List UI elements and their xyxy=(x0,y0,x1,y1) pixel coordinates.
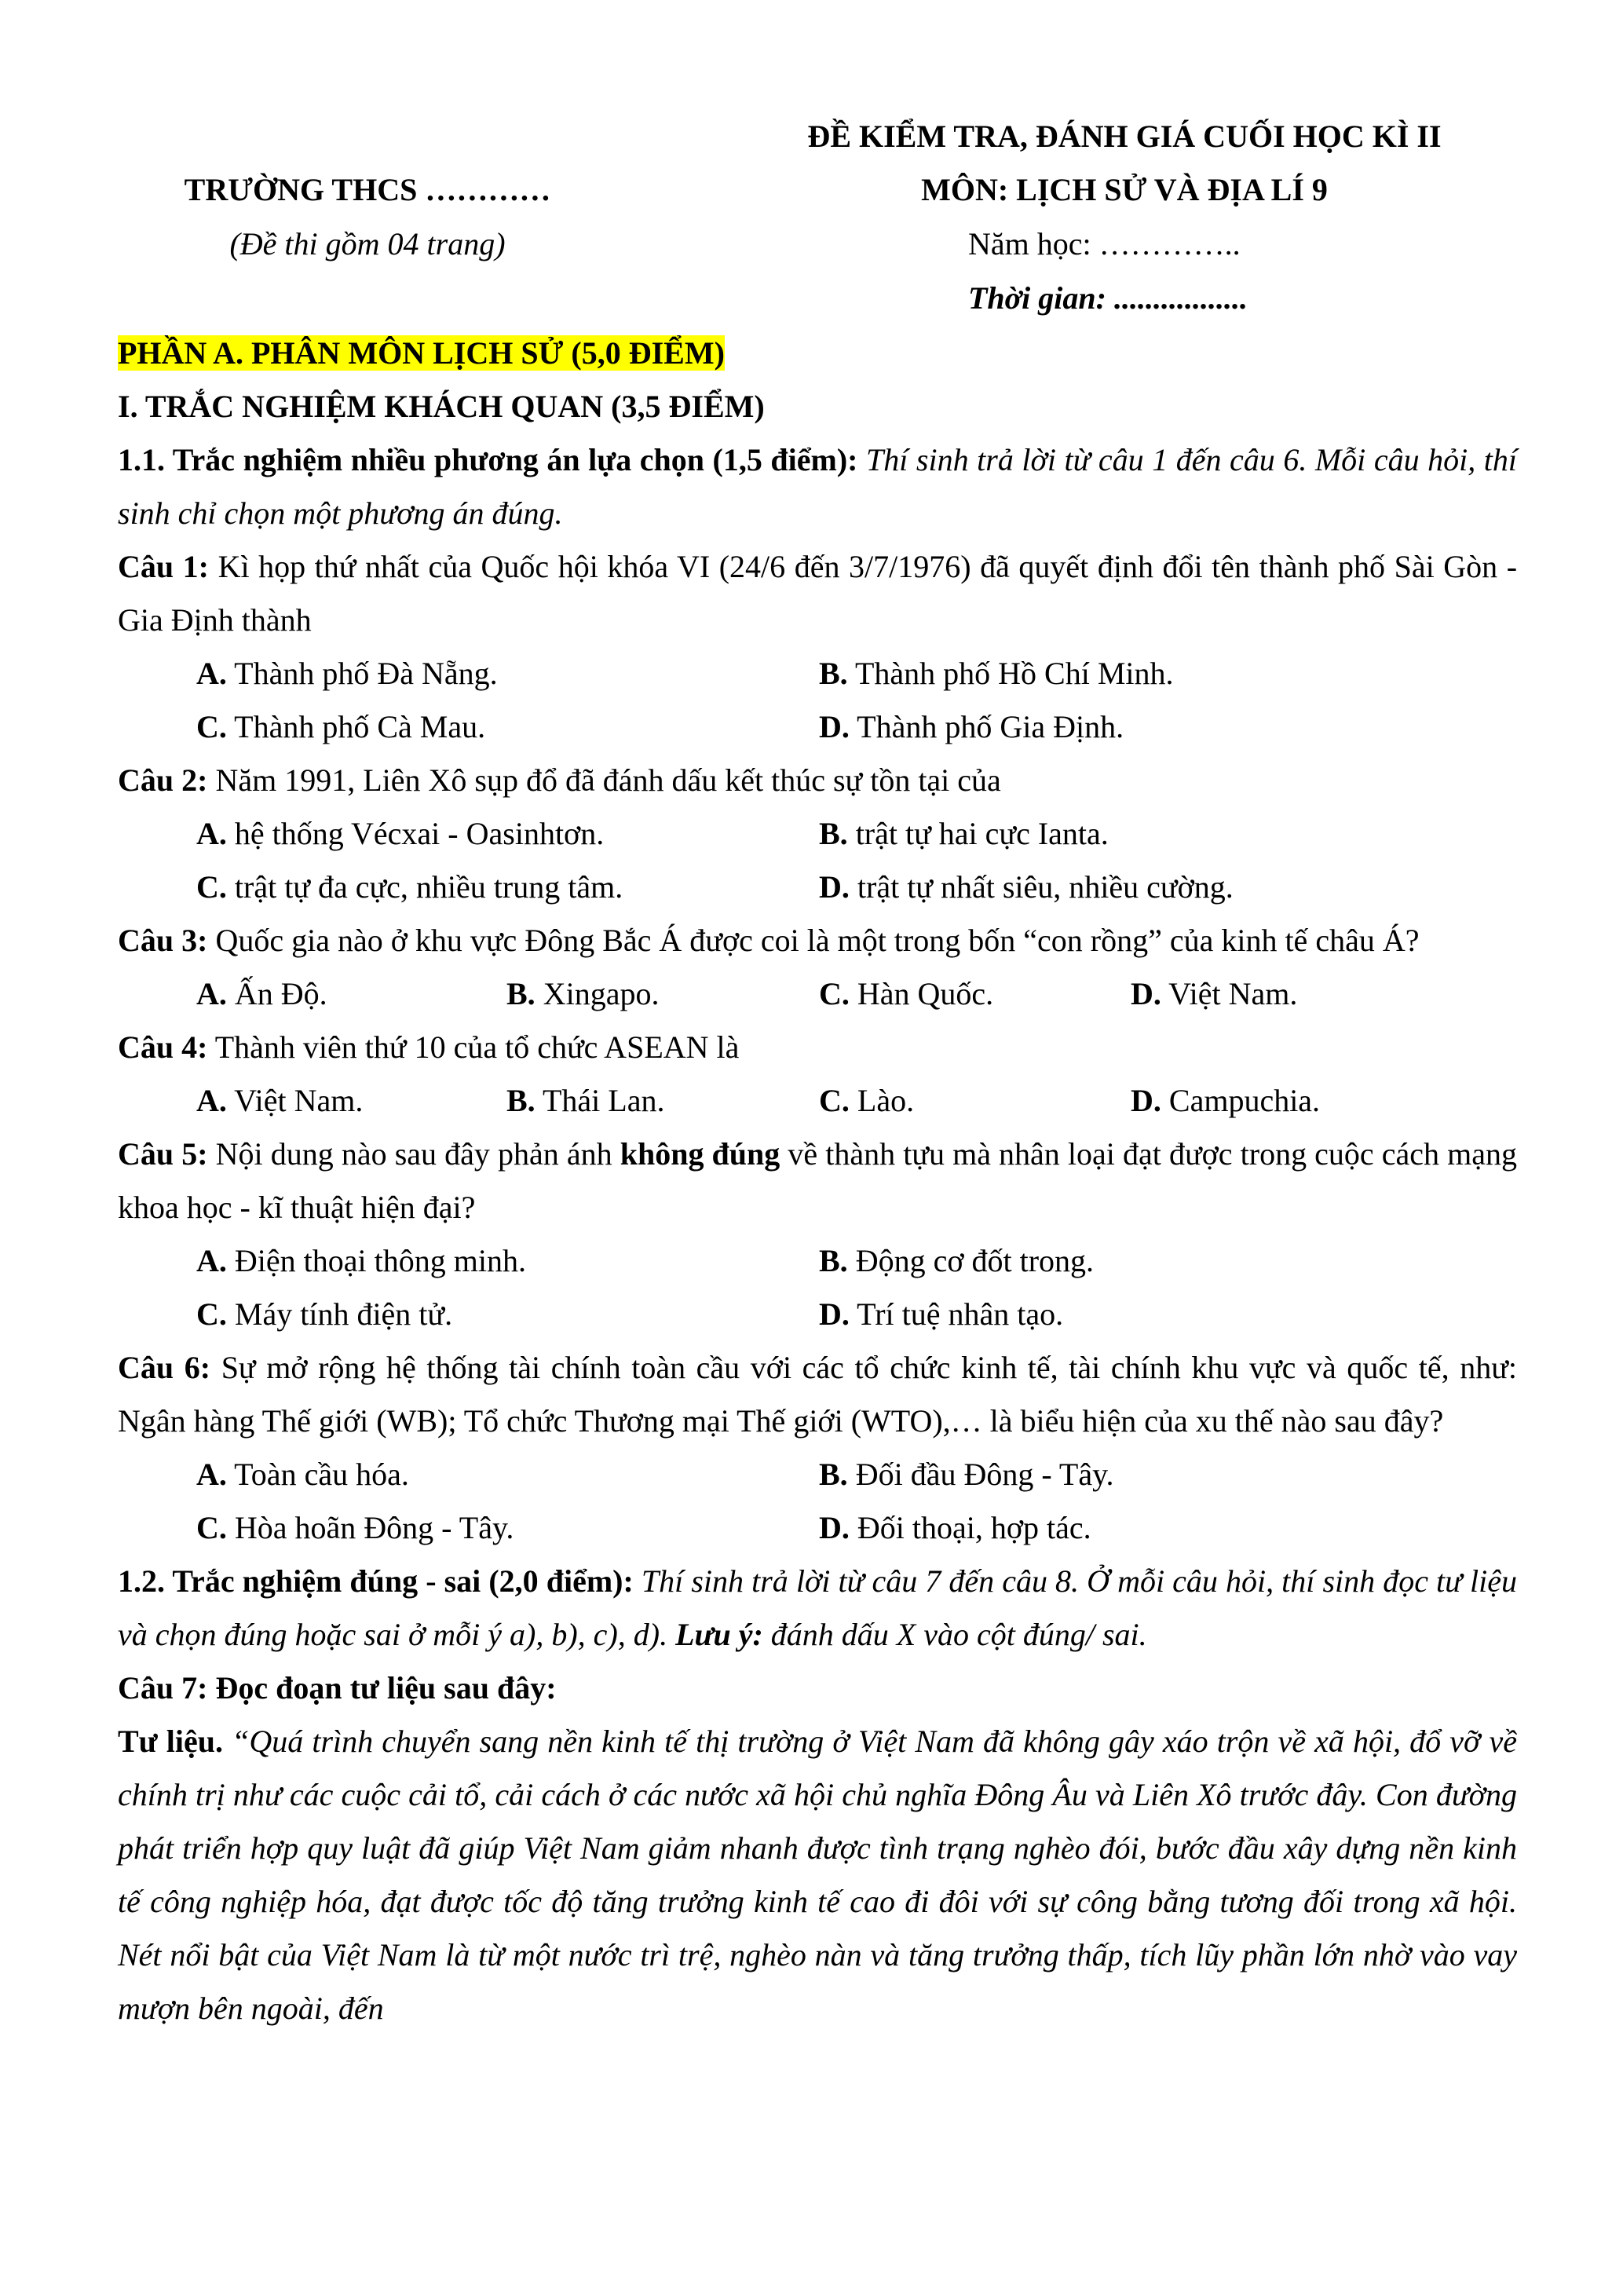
answer-option[interactable] xyxy=(196,1288,819,1341)
question-label: Câu 6: xyxy=(118,1350,211,1385)
question-text: Nội dung nào sau đây phản ánh xyxy=(207,1136,620,1172)
option-text: Đối đầu Đông - Tây. xyxy=(847,1457,1114,1492)
option-row xyxy=(118,807,1517,861)
option-key: D. xyxy=(1131,1083,1161,1118)
option-key: C. xyxy=(819,1083,850,1118)
question-text: Kì họp thứ nhất của Quốc hội khóa VI (24/6 đến 3/7/1976) đã quyết định đổi tên thành phố Sài Gòn - Gia Định thành xyxy=(118,549,1518,638)
part-1-2-title: 1.2. Trắc nghiệm đúng - sai (2,0 điểm): xyxy=(118,1563,634,1599)
option-key: A. xyxy=(196,816,227,851)
question-text: Sự mở rộng hệ thống tài chính toàn cầu với các tổ chức kinh tế, tài chính khu vực và quốc tế, như: Ngân hàng Thế giới (WB); Tổ chức Thương mại Thế giới (WTO),… là biểu hiện của xu thế nào sau đây? xyxy=(118,1350,1518,1439)
option-key: D. xyxy=(819,709,850,744)
option-text: trật tự nhất siêu, nhiều cường. xyxy=(849,869,1234,905)
answer-option[interactable] xyxy=(506,1074,819,1128)
option-text: Toàn cầu hóa. xyxy=(226,1457,409,1492)
source-text: “Quá trình chuyển sang nền kinh tế thị trường ở Việt Nam đã không gây xáo trộn về xã hội, đổ vỡ về chính trị như các cuộc cải tổ, cải cách ở các nước xã hội chủ nghĩa Đông Âu và Liên Xô trước đây. Con đường phát triển hợp quy luật đã giúp Việt Nam giảm nhanh được tình trạng nghèo đói, bước đầu xây dựng nền kinh tế công nghiệp hóa, đạt được tốc độ tăng trưởng kinh tế cao đi đôi với sự công bằng tương đối trong xã hội. Nét nổi bật của Việt Nam là từ một nước trì trệ, nghèo nàn và tăng trưởng thấp, tích lũy phần lớn nhờ vào vay mượn bên ngoài, đến xyxy=(118,1724,1517,2026)
answer-option[interactable] xyxy=(196,807,819,861)
part-1-1-title: 1.1. Trắc nghiệm nhiều phương án lựa chọn (1,5 điểm): xyxy=(118,442,858,477)
question-text: về thành tựu mà nhân loại đạt được trong cuộc cách mạng khoa học - kĩ thuật hiện đại? xyxy=(118,1136,1518,1225)
option-text: hệ thống Vécxai - Oasinhtơn. xyxy=(226,816,605,851)
answer-option[interactable] xyxy=(819,967,1131,1021)
answer-option[interactable] xyxy=(196,1448,819,1501)
option-key: D. xyxy=(819,1296,850,1332)
option-key: D. xyxy=(819,869,850,905)
question-7-source xyxy=(118,1715,1517,2035)
question-emphasis: không đúng xyxy=(620,1136,780,1172)
option-row xyxy=(118,647,1517,700)
answer-option[interactable] xyxy=(819,1234,1442,1288)
part-1-heading: I. TRẮC NGHIỆM KHÁCH QUAN (3,5 ĐIỂM) xyxy=(118,389,765,424)
option-text: Đối thoại, hợp tác. xyxy=(849,1510,1091,1545)
option-row xyxy=(118,1288,1517,1341)
question-text: Thành viên thứ 10 của tổ chức ASEAN là xyxy=(207,1029,740,1065)
answer-option[interactable] xyxy=(196,1234,819,1288)
source-label: Tư liệu. xyxy=(118,1724,224,1759)
option-row xyxy=(118,967,1517,1021)
option-key: C. xyxy=(819,976,850,1011)
answer-option[interactable] xyxy=(196,1074,506,1128)
section-a-heading: PHẦN A. PHÂN MÔN LỊCH SỬ (5,0 ĐIỂM) xyxy=(118,335,725,371)
pages-note: (Đề thi gồm 04 trang) xyxy=(229,226,506,261)
answer-option[interactable] xyxy=(819,1448,1442,1501)
option-key: B. xyxy=(819,1243,848,1278)
option-key: D. xyxy=(1131,976,1161,1011)
question-stem xyxy=(118,1021,1517,1074)
option-key: D. xyxy=(819,1510,850,1545)
answer-option[interactable] xyxy=(196,967,506,1021)
part-1-2-instruction: Thí sinh trả lời từ câu 7 đến câu 8. Ở mỗi câu hỏi, thí sinh đọc tư liệu và chọn đúng hoặc sai ở mỗi ý a), b), c), d). xyxy=(118,1563,1518,1652)
question-stem xyxy=(118,540,1517,647)
question-list xyxy=(118,540,1517,1555)
option-text: Trí tuệ nhân tạo. xyxy=(849,1296,1064,1332)
answer-option[interactable] xyxy=(819,861,1442,914)
question-text: Quốc gia nào ở khu vực Đông Bắc Á được coi là một trong bốn “con rồng” của kinh tế châu Á? xyxy=(207,923,1420,958)
option-text: Điện thoại thông minh. xyxy=(226,1243,526,1278)
option-key: B. xyxy=(506,976,536,1011)
option-key: C. xyxy=(196,1510,227,1545)
option-row xyxy=(118,700,1517,754)
option-row xyxy=(118,1074,1517,1128)
question-stem xyxy=(118,1341,1517,1448)
answer-option[interactable] xyxy=(196,861,819,914)
answer-option[interactable] xyxy=(819,1074,1131,1128)
option-key: A. xyxy=(196,976,227,1011)
option-text: Thái Lan. xyxy=(535,1083,665,1118)
part-1-1-instruction: Thí sinh trả lời từ câu 1 đến câu 6. Mỗi câu hỏi, thí sinh chỉ chọn một phương án đúng. xyxy=(118,442,1517,531)
note-label: Lưu ý: xyxy=(675,1617,763,1652)
answer-option[interactable] xyxy=(1131,1074,1320,1128)
option-text: Xingapo. xyxy=(535,976,660,1011)
option-key: C. xyxy=(196,1296,227,1332)
option-text: Hàn Quốc. xyxy=(849,976,994,1011)
option-text: Việt Nam. xyxy=(226,1083,364,1118)
answer-option[interactable] xyxy=(819,1288,1442,1341)
option-text: Lào. xyxy=(849,1083,915,1118)
option-text: Hòa hoãn Đông - Tây. xyxy=(226,1510,514,1545)
exam-body xyxy=(118,327,1517,2035)
exam-title: ĐỀ KIỂM TRA, ĐÁNH GIÁ CUỐI HỌC KÌ II xyxy=(807,119,1442,154)
option-text: Thành phố Hồ Chí Minh. xyxy=(847,656,1174,691)
option-row xyxy=(118,861,1517,914)
part-1-2-intro xyxy=(118,1555,1517,1662)
option-key: A. xyxy=(196,1083,227,1118)
option-key: C. xyxy=(196,869,227,905)
question-label: Câu 3: xyxy=(118,923,208,958)
answer-option[interactable] xyxy=(819,700,1442,754)
option-key: B. xyxy=(819,656,848,691)
option-text: Ấn Độ. xyxy=(226,976,327,1011)
option-key: A. xyxy=(196,1243,227,1278)
option-key: B. xyxy=(819,1457,848,1492)
option-row xyxy=(118,1448,1517,1501)
answer-option[interactable] xyxy=(819,1501,1442,1555)
question-7-title: Câu 7: Đọc đoạn tư liệu sau đây: xyxy=(118,1670,557,1706)
option-text: Việt Nam. xyxy=(1161,976,1298,1011)
subject: MÔN: LỊCH SỬ VÀ ĐỊA LÍ 9 xyxy=(921,172,1328,207)
school-name: TRƯỜNG THCS ………… xyxy=(184,172,551,207)
school-year: Năm học: ………….. xyxy=(968,226,1241,261)
option-key: A. xyxy=(196,656,227,691)
question-label: Câu 5: xyxy=(118,1136,208,1172)
answer-option[interactable] xyxy=(506,967,819,1021)
question-text: Năm 1991, Liên Xô sụp đổ đã đánh dấu kết thúc sự tồn tại của xyxy=(207,762,1001,798)
option-key: C. xyxy=(196,709,227,744)
option-key: B. xyxy=(819,816,848,851)
option-text: Thành phố Gia Định. xyxy=(849,709,1124,744)
option-text: trật tự đa cực, nhiều trung tâm. xyxy=(226,869,623,905)
question-stem xyxy=(118,1128,1517,1234)
option-key: B. xyxy=(506,1083,536,1118)
option-text: Máy tính điện tử. xyxy=(226,1296,453,1332)
option-key: A. xyxy=(196,1457,227,1492)
note-text: đánh dấu X vào cột đúng/ sai. xyxy=(762,1617,1147,1652)
option-text: trật tự hai cực Ianta. xyxy=(847,816,1109,851)
question-stem xyxy=(118,914,1517,967)
answer-option[interactable] xyxy=(819,807,1442,861)
option-row xyxy=(118,1234,1517,1288)
answer-option[interactable] xyxy=(819,647,1442,700)
question-stem xyxy=(118,754,1517,807)
answer-option[interactable] xyxy=(1131,967,1297,1021)
option-text: Thành phố Đà Nẵng. xyxy=(226,656,498,691)
option-text: Campuchia. xyxy=(1161,1083,1321,1118)
question-label: Câu 4: xyxy=(118,1029,208,1065)
question-label: Câu 2: xyxy=(118,762,208,798)
part-1-1-intro xyxy=(118,433,1517,540)
exam-time: Thời gian: ................. xyxy=(968,280,1248,316)
option-row xyxy=(118,1501,1517,1555)
answer-option[interactable] xyxy=(196,700,819,754)
question-label: Câu 1: xyxy=(118,549,210,584)
answer-option[interactable] xyxy=(196,1501,819,1555)
option-text: Động cơ đốt trong. xyxy=(847,1243,1095,1278)
option-text: Thành phố Cà Mau. xyxy=(226,709,486,744)
answer-option[interactable] xyxy=(196,647,819,700)
